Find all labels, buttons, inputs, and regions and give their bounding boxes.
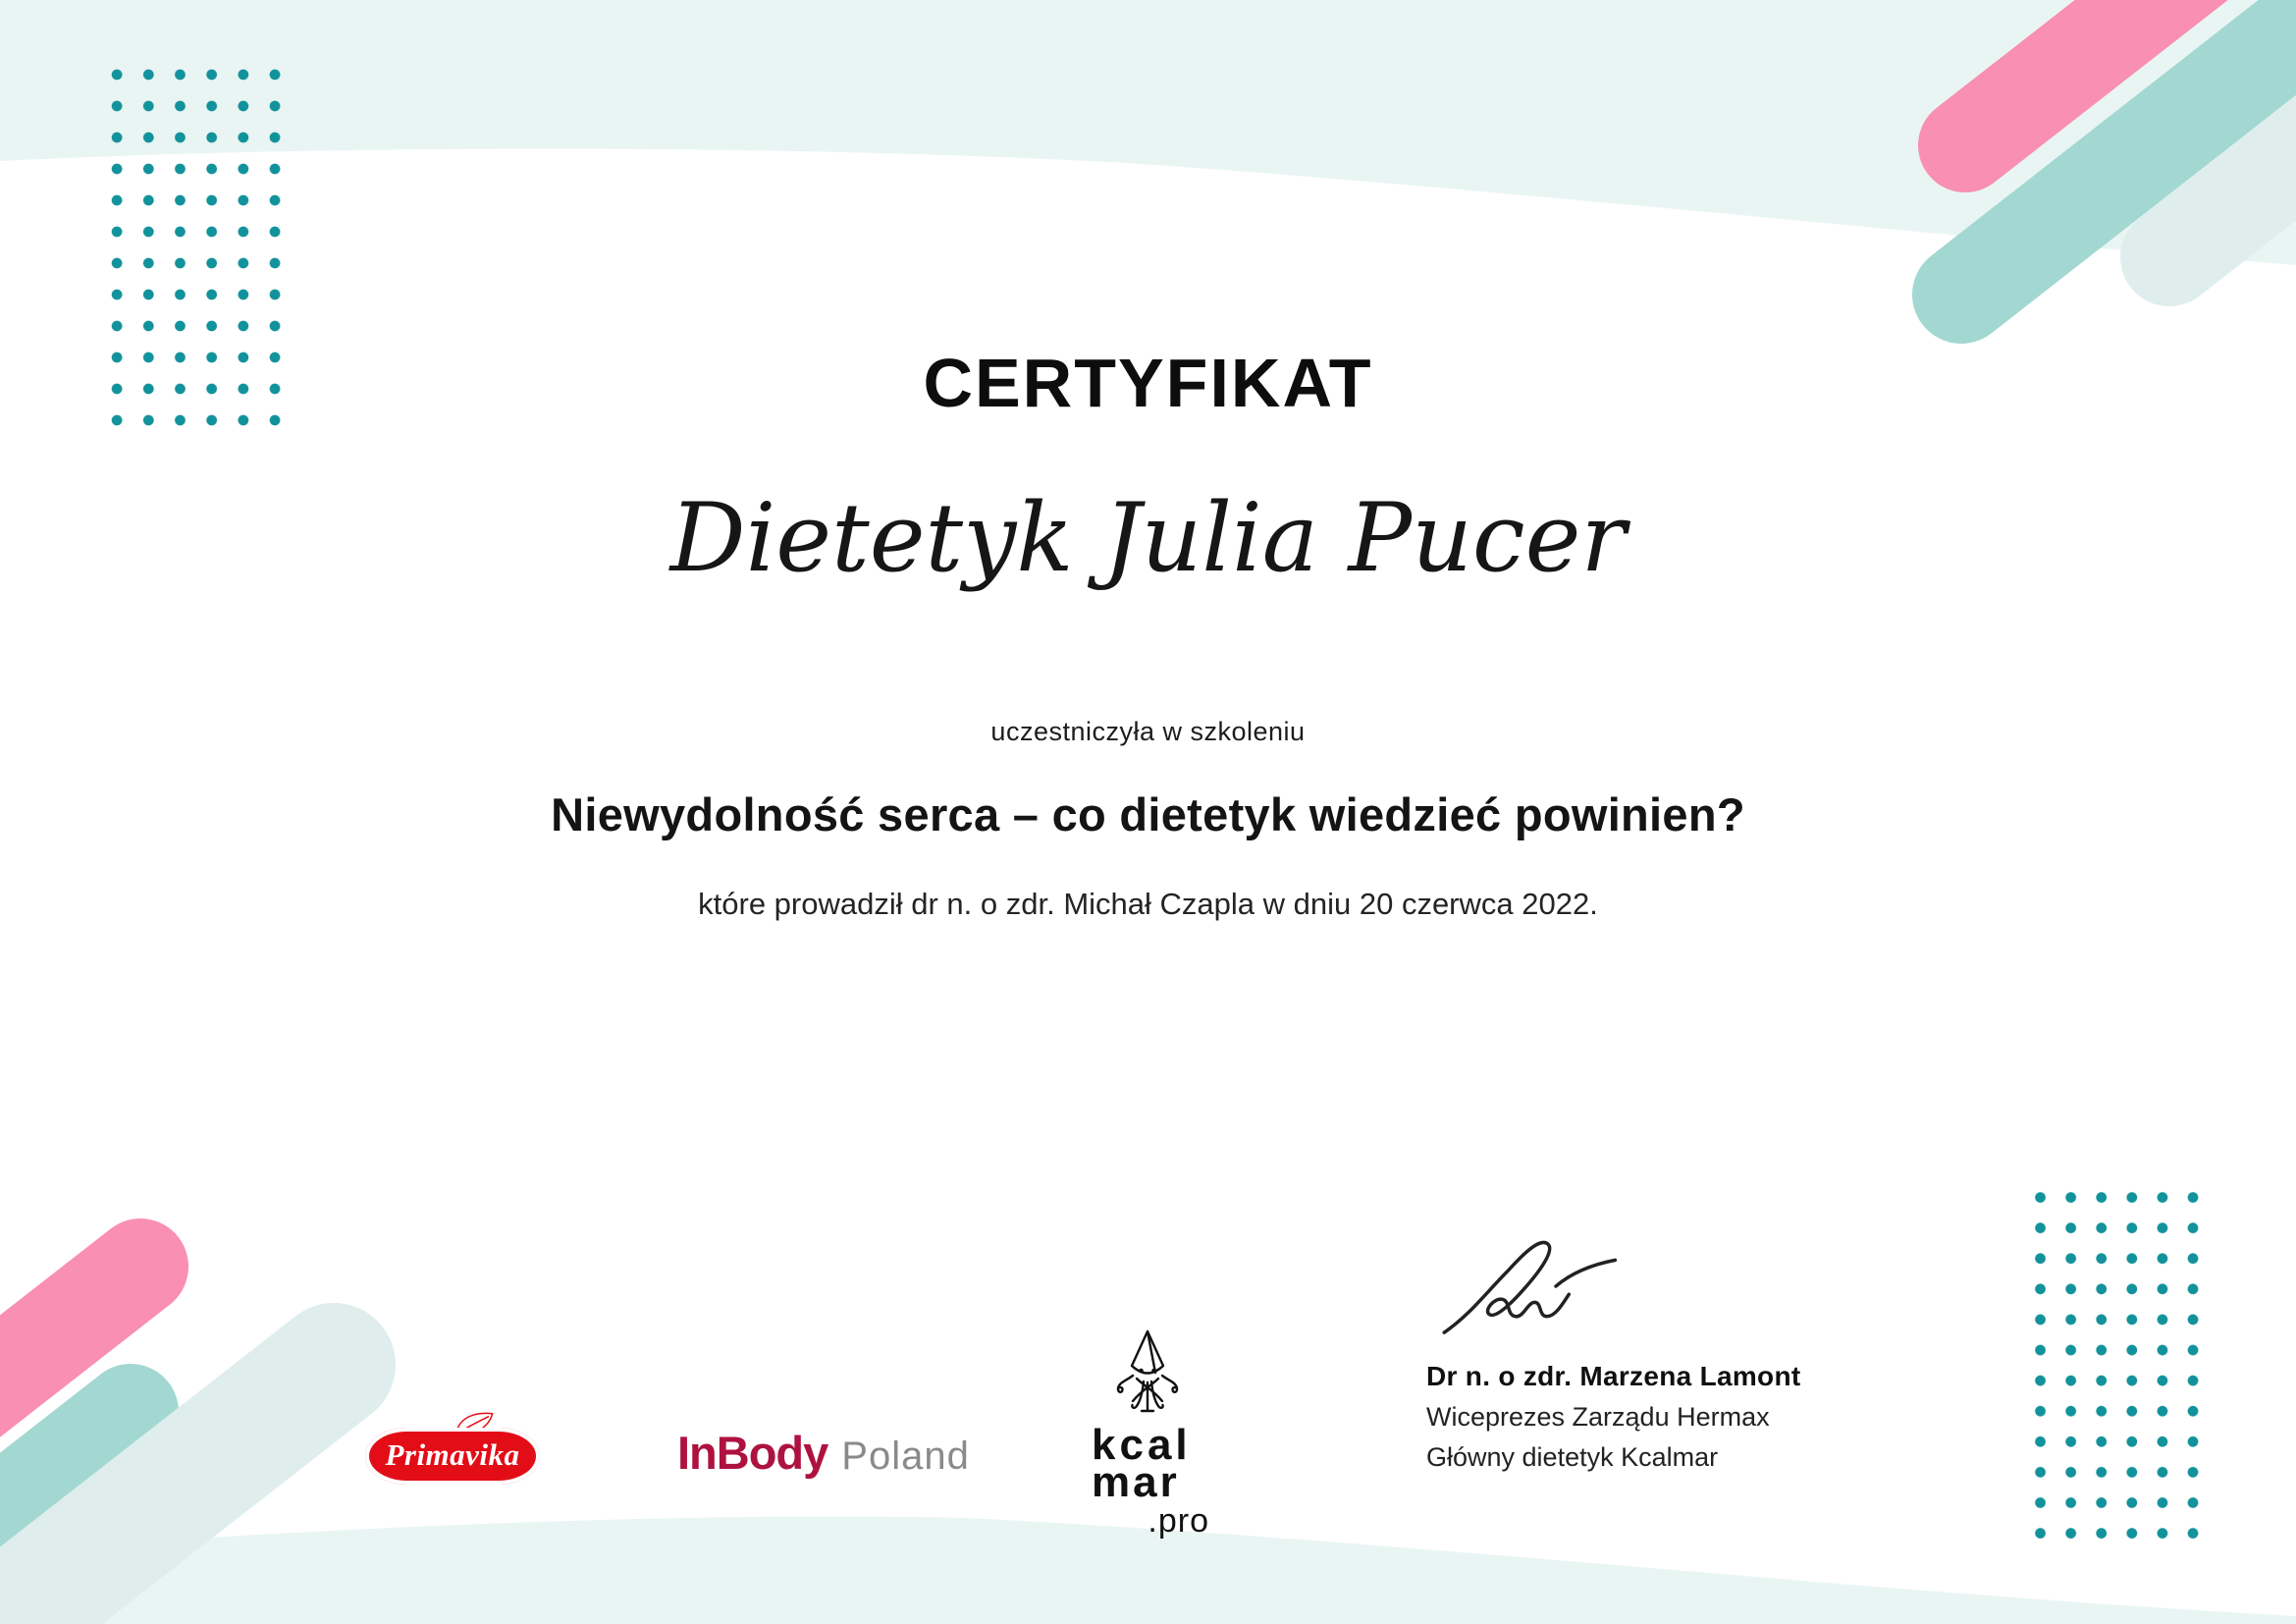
signature-icon [1436,1229,1637,1341]
primavika-label: Primavika [385,1437,520,1472]
kcalmar-text-line1: kcal [1092,1421,1192,1469]
course-details: które prowadził dr n. o zdr. Michał Czapla w dniu 20 czerwca 2022. [698,887,1598,921]
recipient-name: Dietetyk Julia Pucer [669,483,1627,593]
dot-grid-bottom-right [2025,1182,2209,1549]
inbody-brand-text: InBody [677,1427,828,1479]
intro-text: uczestniczyła w szkoleniu [990,717,1306,746]
inbody-region-text: Poland [841,1435,970,1478]
primavika-logo [365,1410,544,1485]
course-title: Niewydolność serca – co dietetyk wiedzieć powinien? [551,788,1745,840]
kcalmar-text-line2: mar [1092,1458,1180,1506]
signatory-name: Dr n. o zdr. Marzena Lamont [1426,1361,1801,1391]
primavika-badge [365,1428,540,1485]
squid-icon [1115,1327,1180,1420]
signatory-role-1: Wiceprezes Zarządu Hermax [1426,1402,1770,1432]
inbody-logo [677,1426,970,1480]
certificate-title: CERTYFIKAT [923,345,1373,421]
kcalmar-logo [1088,1327,1215,1538]
kcalmar-text-line3: .pro [1148,1502,1209,1540]
signatory-role-2: Główny dietetyk Kcalmar [1426,1442,1719,1472]
signature-block [1426,1229,1878,1473]
